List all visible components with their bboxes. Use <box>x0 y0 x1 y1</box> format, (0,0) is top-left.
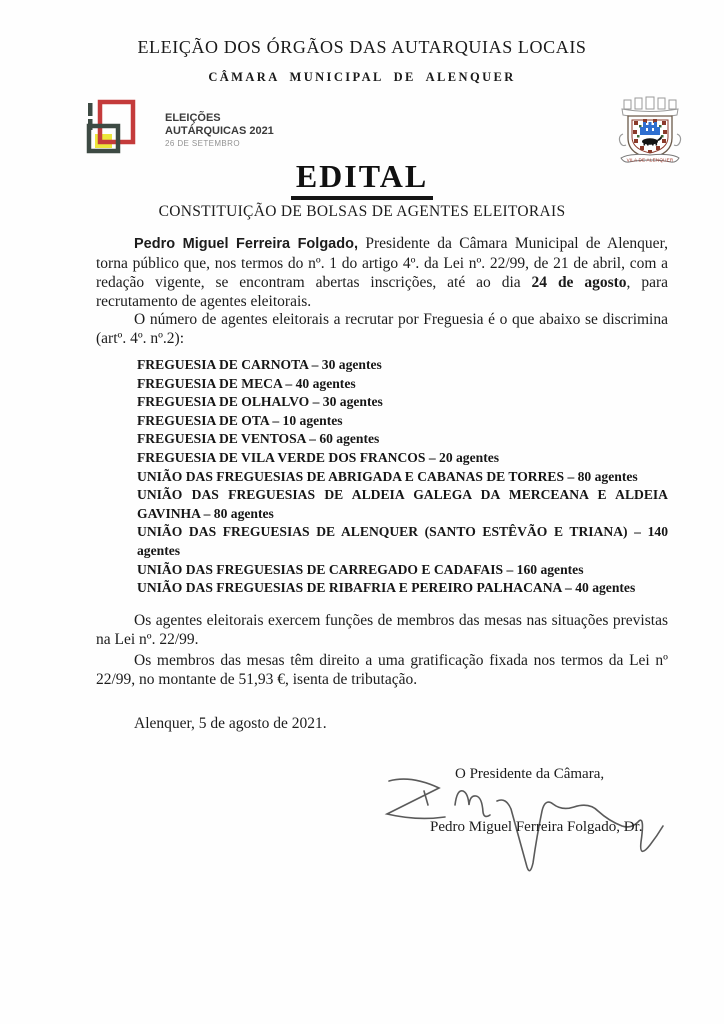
logo-line2: AUTÁRQUICAS 2021 <box>165 125 274 137</box>
list-item: FREGUESIA DE CARNOTA – 30 agentes <box>137 357 382 372</box>
edital-subtitle: CONSTITUIÇÃO DE BOLSAS DE AGENTES ELEITORAIS <box>158 203 566 220</box>
list-item: FREGUESIA DE OTA – 10 agentes <box>137 412 343 428</box>
elections-2021-logo-icon <box>85 98 141 158</box>
logo-line1: ELEIÇÕES <box>165 112 221 124</box>
signature-name: Pedro Miguel Ferreira Folgado, Dr. <box>430 819 643 835</box>
document-header-title: ELEIÇÃO DOS ÓRGÃOS DAS AUTARQUIAS LOCAIS <box>137 37 587 57</box>
list-item: FREGUESIA DE VENTOSA – 60 agentes <box>137 431 380 447</box>
paragraph-functions: Os agentes eleitorais exercem funções de membros das mesas nas situações previstas na Lei nº. 22/99. <box>96 612 668 648</box>
document-date: Alenquer, 5 de agosto de 2021. <box>134 715 327 732</box>
deadline-date-bold: 24 de agosto <box>531 274 627 291</box>
paragraph-intro-end: , para recrutamento de agentes eleitorais. <box>96 274 668 310</box>
list-item: UNIÃO DAS FREGUESIAS DE ALENQUER (SANTO ESTÊVÃO E TRIANA) – 140 agentes <box>137 524 668 558</box>
edital-title: EDITAL <box>0 158 724 200</box>
president-name-bold: Pedro Miguel Ferreira Folgado, <box>134 236 358 252</box>
list-item: FREGUESIA DE OLHALVO – 30 agentes <box>137 394 383 410</box>
elections-2021-logo-text <box>165 112 274 149</box>
document-header-subtitle: CÂMARA MUNICIPAL DE ALENQUER <box>208 70 516 84</box>
list-item: UNIÃO DAS FREGUESIAS DE ABRIGADA E CABANAS DE TORRES – 80 agentes <box>137 468 638 484</box>
signature-role-label: O Presidente da Câmara, <box>455 766 605 782</box>
freguesias-list <box>137 356 668 598</box>
crest-motto: VILA DE ALENQUER <box>626 157 674 163</box>
list-item: UNIÃO DAS FREGUESIAS DE RIBAFRIA E PEREIRO PALHACANA – 40 agentes <box>137 580 636 596</box>
list-item: UNIÃO DAS FREGUESIAS DE CARREGADO E CADAFAIS – 160 agentes <box>137 561 584 577</box>
paragraph-recruitment: O número de agentes eleitorais a recrutar por Freguesia é o que abaixo se discrimina (artº. 4º. nº.2): <box>96 311 668 347</box>
logo-line3: 26 DE SETEMBRO <box>165 139 240 148</box>
list-item: FREGUESIA DE VILA VERDE DOS FRANCOS – 20 agentes <box>137 449 500 465</box>
paragraph-intro-text: Presidente da Câmara Municipal de Alenquer, torna público que, nos termos do nº. 1 do artigo 4º. da Lei nº. 22/99, de 21 de abril, com a redação vigente, se encontram abertas inscrições, até ao dia <box>96 235 668 291</box>
paragraph-gratification: Os membros das mesas têm direito a uma gratificação fixada nos termos da Lei nº 22/99, no montante de 51,93 €, isenta de tributação. <box>96 652 668 688</box>
paragraph-intro <box>96 234 668 311</box>
list-item: FREGUESIA DE MECA – 40 agentes <box>137 375 356 391</box>
list-item: UNIÃO DAS FREGUESIAS DE ALDEIA GALEGA DA MERCEANA E ALDEIA GAVINHA – 80 agentes <box>137 487 668 521</box>
